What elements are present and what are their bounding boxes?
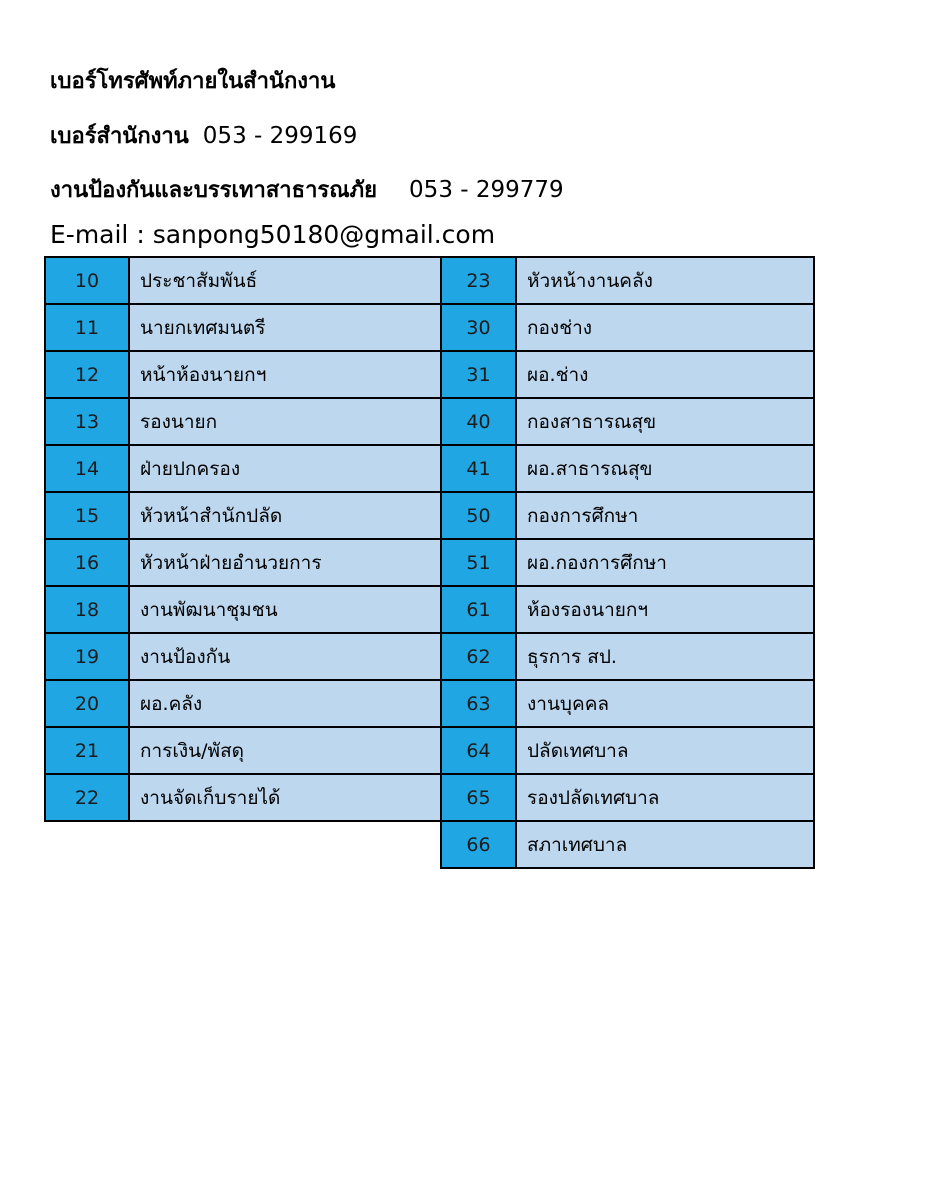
office-phone-number: 053 - 299169	[202, 123, 358, 149]
department-name: ผอ.กองการศึกษา	[516, 539, 814, 586]
extension-code: 16	[45, 539, 129, 586]
extension-code: 20	[45, 680, 129, 727]
department-name: นายกเทศมนตรี	[129, 304, 441, 351]
extension-code: 15	[45, 492, 129, 539]
extension-code: 19	[45, 633, 129, 680]
department-name: หัวหน้างานคลัง	[516, 257, 814, 304]
extension-code: 30	[441, 304, 516, 351]
office-phone-label: เบอร์สำนักงาน	[50, 124, 189, 149]
extension-code: 41	[441, 445, 516, 492]
table-row	[45, 774, 441, 821]
department-name: ฝ่ายปกครอง	[129, 445, 441, 492]
department-name: กองช่าง	[516, 304, 814, 351]
extension-code: 31	[441, 351, 516, 398]
extension-code: 10	[45, 257, 129, 304]
extension-code: 12	[45, 351, 129, 398]
extension-code: 66	[441, 821, 516, 868]
table-row	[441, 774, 814, 821]
disaster-phone-line	[50, 172, 564, 207]
table-row	[45, 586, 441, 633]
disaster-phone-label: งานป้องกันและบรรเทาสาธารณภัย	[50, 178, 378, 203]
department-name: กองการศึกษา	[516, 492, 814, 539]
table-row	[45, 633, 441, 680]
department-name: งานบุคคล	[516, 680, 814, 727]
table-row	[441, 539, 814, 586]
department-name: ผอ.คลัง	[129, 680, 441, 727]
table-row	[441, 633, 814, 680]
table-row	[45, 257, 441, 304]
table-row	[441, 445, 814, 492]
disaster-phone-number: 053 - 299779	[409, 177, 564, 203]
department-name: ผอ.สาธารณสุข	[516, 445, 814, 492]
extension-code: 14	[45, 445, 129, 492]
extension-table-right	[440, 256, 815, 869]
table-row	[441, 727, 814, 774]
extension-code: 61	[441, 586, 516, 633]
department-name: งานจัดเก็บรายได้	[129, 774, 441, 821]
department-name: รองปลัดเทศบาล	[516, 774, 814, 821]
extension-table-left	[44, 256, 442, 822]
department-name: กองสาธารณสุข	[516, 398, 814, 445]
extension-code: 40	[441, 398, 516, 445]
table-row	[441, 351, 814, 398]
table-row	[45, 539, 441, 586]
table-row	[45, 445, 441, 492]
department-name: ปลัดเทศบาล	[516, 727, 814, 774]
extension-code: 63	[441, 680, 516, 727]
department-name: การเงิน/พัสดุ	[129, 727, 441, 774]
table-row	[441, 257, 814, 304]
department-name: ห้องรองนายกฯ	[516, 586, 814, 633]
table-row	[441, 398, 814, 445]
department-name: สภาเทศบาล	[516, 821, 814, 868]
extension-code: 21	[45, 727, 129, 774]
page-title: เบอร์โทรศัพท์ภายในสำนักงาน	[50, 69, 336, 94]
table-row	[441, 586, 814, 633]
table-row	[45, 398, 441, 445]
department-name: งานพัฒนาชุมชน	[129, 586, 441, 633]
table-row	[45, 304, 441, 351]
office-phone-line	[50, 118, 357, 153]
table-row	[45, 492, 441, 539]
extension-code: 23	[441, 257, 516, 304]
department-name: รองนายก	[129, 398, 441, 445]
extension-code: 50	[441, 492, 516, 539]
extension-code: 13	[45, 398, 129, 445]
table-row	[441, 492, 814, 539]
extension-code: 64	[441, 727, 516, 774]
extension-code: 11	[45, 304, 129, 351]
department-name: หน้าห้องนายกฯ	[129, 351, 441, 398]
table-row	[45, 727, 441, 774]
extension-code: 65	[441, 774, 516, 821]
department-name: หัวหน้าฝ่ายอำนวยการ	[129, 539, 441, 586]
table-row	[45, 351, 441, 398]
extension-code: 22	[45, 774, 129, 821]
extension-code: 18	[45, 586, 129, 633]
extension-code: 51	[441, 539, 516, 586]
table-row	[441, 821, 814, 868]
table-row	[441, 680, 814, 727]
department-name: หัวหน้าสำนักปลัด	[129, 492, 441, 539]
department-name: ประชาสัมพันธ์	[129, 257, 441, 304]
department-name: ผอ.ช่าง	[516, 351, 814, 398]
table-row	[441, 304, 814, 351]
department-name: งานป้องกัน	[129, 633, 441, 680]
table-row	[45, 680, 441, 727]
email-line: E-mail : sanpong50180@gmail.com	[50, 220, 496, 249]
department-name: ธุรการ สป.	[516, 633, 814, 680]
extension-code: 62	[441, 633, 516, 680]
